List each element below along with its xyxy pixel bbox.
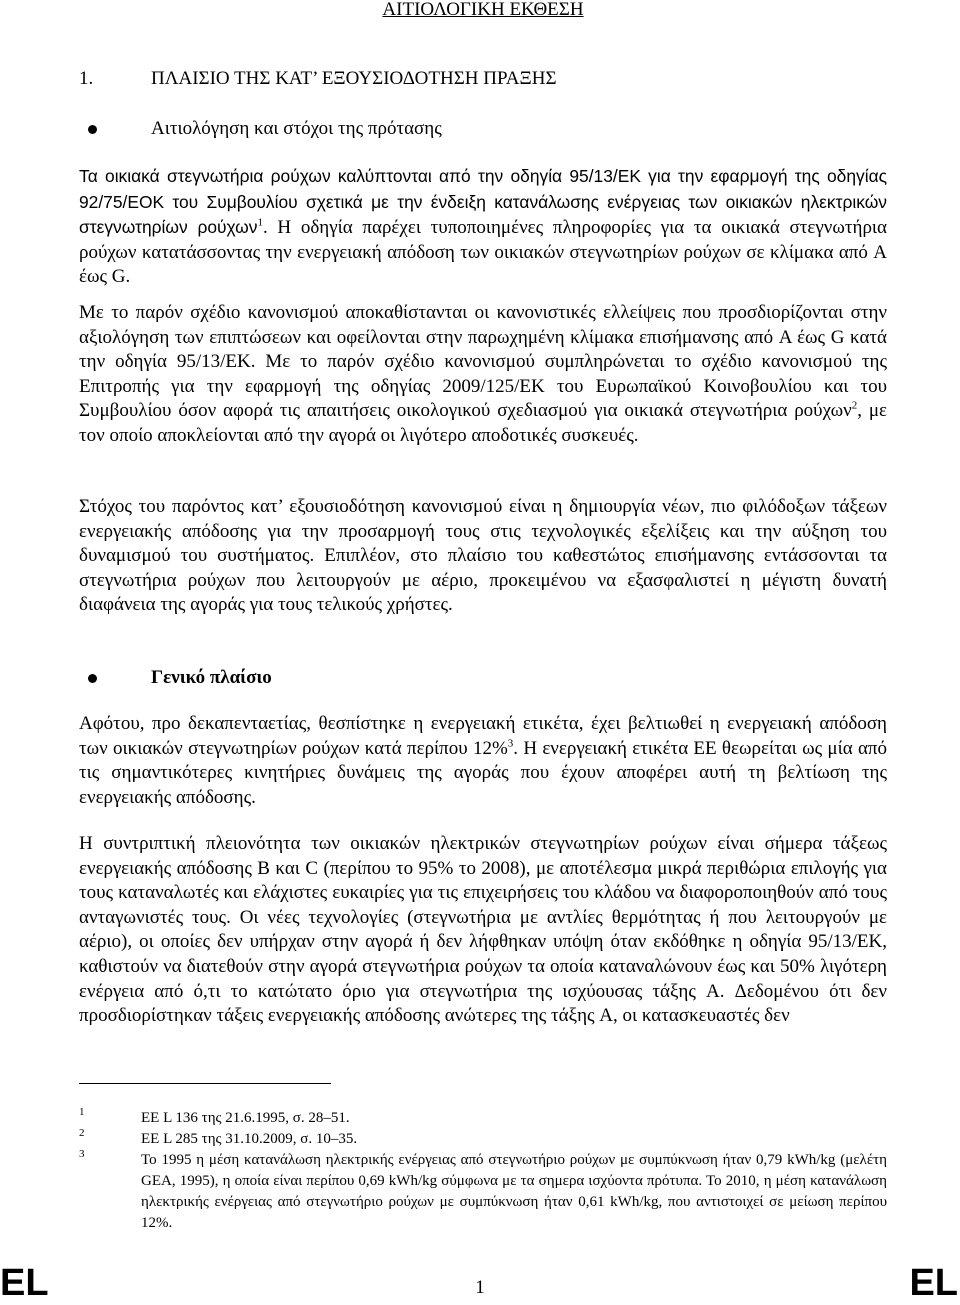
footnote-text: ΕΕ L 136 της 21.6.1995, σ. 28–51.	[141, 1110, 350, 1126]
bullet-icon	[88, 125, 97, 134]
subsection-title: Αιτιολόγηση και στόχοι της πρότασης	[151, 118, 442, 139]
paragraph-text: . Η οδηγία παρέχει τυποποιημένες πληροφορίες για τα οικιακά στεγνωτήρια ρούχων κατατάσσοντας την ενεργειακή απόδοση των οικιακών στεγνωτηρίων ρούχων σε κλίμακα από A έως G.	[79, 217, 887, 288]
section-number: 1.	[79, 68, 94, 89]
section-title: ΠΛΑΙΣΙΟ ΤΗΣ ΚΑΤ’ ΕΞΟΥΣΙΟΔΟΤΗΣΗ ΠΡΑΞΗΣ	[151, 68, 557, 89]
footnote-number: 2	[79, 1127, 85, 1139]
paragraph: Στόχος του παρόντος κατ’ εξουσιοδότηση κανονισμού είναι η δημιουργία νέων, πιο φιλόδοξων τάξεων ενεργειακής απόδοσης για την προσαρμογή τους στις τεχνολογικές εξελίξεις και την αύξηση του δυναμισμού του συστήματος. Επιπλέον, στο πλαίσιο του καθεστώτος επισήμανσης εντάσσονται τα στεγνωτήρια ρούχων που λειτουργούν με αέριο, προκειμένου να εξασφαλιστεί η μέγιστη δυνατή διαφάνεια της αγοράς για τους τελικούς χρήστες.	[79, 496, 887, 616]
paragraph-text-sans: Τα οικιακά στεγνωτήρια ρούχων καλύπτονται από την οδηγία 95/13/ΕΚ για την εφαρμογή της οδηγίας 92/75/ΕΟΚ του Συμβουλίου σχετικά με την ένδειξη κατανάλωσης ενέργειας των οικιακών ηλεκτρικών στεγνωτηρίων ρούχων	[79, 166, 887, 238]
footnote-number: 3	[79, 1148, 85, 1160]
paragraph	[79, 164, 887, 290]
footnote-text: Το 1995 η μέση κατανάλωση ηλεκτρικής ενέργειας από στεγνωτήριο ρούχων με συμπύκνωση ήταν 0,79 kWh/kg (μελέτη GEA, 1995), η οποία είναι περίπου 0,69 kWh/kg σύμφωνα με τα σημερα ισχύοντα πρότυπα. Το 2010, η μέση κατανάλωση ηλεκτρικής ενέργειας από στεγνωτήριο ρούχων με συμπύκνωση ήταν 0,61 kWh/kg, που αντιστοιχεί σε μείωση περίπου 12%.	[141, 1152, 887, 1231]
bullet-icon	[88, 674, 97, 683]
subsection-title: Γενικό πλαίσιο	[151, 667, 272, 688]
section-heading	[79, 66, 557, 92]
paragraph-text: . Η ενεργειακή ετικέτα ΕΕ θεωρείται ως μία από τις σημαντικότερες κινητήριες δυνάμεις της αγοράς που έχουν αποφέρει αυτή τη βελτίωση της ενεργειακής απόδοσης.	[79, 737, 887, 808]
footnote-item	[79, 1129, 887, 1150]
paragraph-text: Με το παρόν σχέδιο κανονισμού αποκαθίστανται οι κανονιστικές ελλείψεις που προσδιορίζονται στην αξιολόγηση των επιπτώσεων και οφείλονται στην παρωχημένη κλίμακα επισήμανσης από A έως G κατά την οδηγία 95/13/ΕΚ. Με το παρόν σχέδιο κανονισμού συμπληρώνεται το σχέδιο κανονισμού της Επιτροπής για την εφαρμογή της οδηγίας 2009/125/ΕΚ του Ευρωπαϊκού Κοινοβουλίου και του Συμβουλίου όσον αφορά τις απαιτήσεις οικολογικού σχεδιασμού για οικιακά στεγνωτήρια ρούχων	[79, 302, 887, 422]
subsection-heading-rationale	[79, 116, 442, 142]
document-title: ΑΙΤΙΟΛΟΓΙΚΗ ΕΚΘΕΣΗ	[382, 0, 584, 20]
paragraph-text: , με τον οποίο αποκλείονται από την αγορά οι λιγότερο αποδοτικές συσκευές.	[79, 400, 887, 446]
footnote-ref: 2	[851, 400, 858, 413]
footer-language-right: EL	[909, 1262, 958, 1304]
footnote-ref: 3	[507, 737, 514, 750]
footnote-separator	[79, 1083, 331, 1084]
subsection-heading-general	[79, 665, 272, 691]
paragraph: Η συντριπτική πλειονότητα των οικιακών ηλεκτρικών στεγνωτηρίων ρούχων είναι σήμερα τάξεως ενεργειακής απόδοσης B και C (περίπου το 95% το 2008), με αποτέλεσμα μικρά περιθώρια επιλογής για τους καταναλωτές και ελάχιστες ευκαιρίες για τις επιχειρήσεις του κλάδου να διαφοροποιηθούν από τους ανταγωνιστές τους. Οι νέες τεχνολογίες (στεγνωτήρια με αντλίες θερμότητας ή που λειτουργούν με αέριο), οι οποίες δεν υπήρχαν στην αγορά ή δεν λήφθηκαν υπόψη όταν εκδόθηκε η οδηγία 95/13/ΕΚ, καθιστούν να διατεθούν στην αγορά στεγνωτήρια ρούχων τα οποία καταναλώνουν έως και 50% λιγότερη ενέργεια από ό,τι το κατώτατο όριο για στεγνωτήρια της ισχύουσας τάξης A. Δεδομένου ότι δεν προσδιορίστηκαν τάξεις ενεργειακής απόδοσης ανώτερες της τάξης A, οι κατασκευαστές δεν	[79, 833, 887, 1027]
footer-language-left: EL	[0, 1262, 49, 1304]
footnote-number: 1	[79, 1106, 85, 1118]
footnote-ref: 1	[257, 216, 263, 229]
footnote-item	[79, 1108, 887, 1129]
footnote-text: ΕΕ L 285 της 31.10.2009, σ. 10–35.	[141, 1131, 358, 1147]
paragraph	[79, 301, 887, 449]
page-number: 1	[475, 1277, 485, 1298]
paragraph	[79, 712, 887, 810]
paragraph-text: Αφότου, προ δεκαπενταετίας, θεσπίστηκε η ενεργειακή ετικέτα, έχει βελτιωθεί η ενεργειακή απόδοση των οικιακών στεγνωτηρίων ρούχων κατά περίπου 12%	[79, 713, 887, 759]
footnote-item	[79, 1150, 887, 1234]
